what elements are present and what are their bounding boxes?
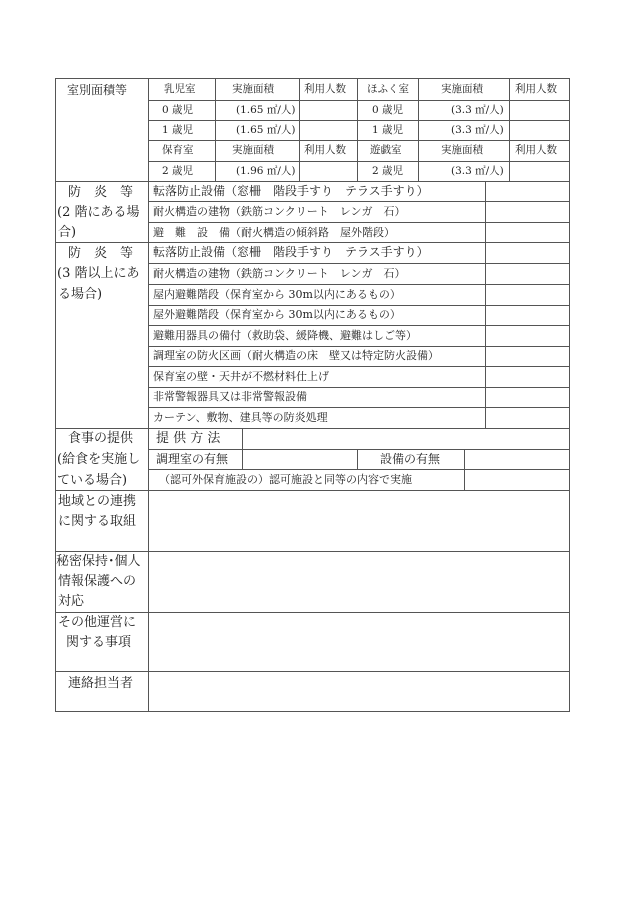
crawling-room: ほふく室 xyxy=(367,83,409,95)
meal-label: ている場合) xyxy=(57,473,128,488)
area-rule xyxy=(148,120,569,121)
age-label: 1 歳児 xyxy=(372,124,404,136)
fire3-rule xyxy=(148,387,569,388)
area-standard: (1.65 ㎡/人) xyxy=(236,124,296,136)
section-rule xyxy=(55,428,570,429)
meal-rule xyxy=(148,449,569,450)
frame-left xyxy=(55,78,56,711)
fire3-rule xyxy=(148,346,569,347)
area-standard: (3.3 ㎡/人) xyxy=(451,165,504,177)
community-label: 地域との連携 xyxy=(58,494,137,509)
area-col xyxy=(215,78,216,181)
fire3-rule xyxy=(148,284,569,285)
area-standard: (1.65 ㎡/人) xyxy=(236,104,296,116)
section-rule xyxy=(55,551,570,552)
fire3-item: 耐火構造の建物（鉄筋コンクリート レンガ 石） xyxy=(153,267,406,280)
fire2-label: 合) xyxy=(58,225,77,240)
meal-col xyxy=(357,449,358,469)
fire2-rule xyxy=(148,222,569,223)
fire3-item: 非常警報器具又は非常警報設備 xyxy=(153,390,307,403)
fire3-item: 屋内避難階段（保育室から 30m以内にあるもの） xyxy=(153,288,401,301)
fire3-rule xyxy=(148,366,569,367)
age-label: 0 歳児 xyxy=(372,104,404,116)
users-header: 利用人数 xyxy=(515,144,557,156)
frame-bottom xyxy=(55,711,570,712)
section-rule xyxy=(55,612,570,613)
age-label: 0 歳児 xyxy=(162,104,194,116)
section-rule xyxy=(55,490,570,491)
equipment-label: 設備の有無 xyxy=(380,452,441,466)
area-col xyxy=(299,78,300,181)
users-header: 利用人数 xyxy=(515,83,557,95)
age-label: 2 歳児 xyxy=(162,165,194,177)
fire3-label: る場合) xyxy=(58,287,103,302)
fire3-rule xyxy=(148,263,569,264)
fire2-label: 防 炎 等 xyxy=(68,185,134,200)
infant-room: 乳児室 xyxy=(164,83,196,95)
area-header: 実施面積 xyxy=(232,83,274,95)
area-rule xyxy=(148,161,569,162)
kitchen-label: 調理室の有無 xyxy=(156,452,229,466)
fire2-item: 耐火構造の建物（鉄筋コンクリート レンガ 石） xyxy=(153,205,406,218)
fire3-item: 保育室の壁・天井が不燃材料仕上げ xyxy=(153,370,329,383)
meal-method: 提 供 方 法 xyxy=(156,431,221,446)
fire3-rule xyxy=(148,325,569,326)
area-rule xyxy=(148,140,569,141)
area-standard: (1.96 ㎡/人) xyxy=(236,165,296,177)
contact-label: 連絡担当者 xyxy=(68,676,134,691)
fire3-item: 転落防止設備（窓柵 階段手すり テラス手すり） xyxy=(153,245,429,259)
community-label: に関する取組 xyxy=(58,514,137,529)
fire3-label: 防 炎 等 xyxy=(68,246,134,261)
area-standard: (3.3 ㎡/人) xyxy=(451,124,504,136)
users-header: 利用人数 xyxy=(304,144,346,156)
privacy-label: 情報保護への xyxy=(58,574,137,589)
fire3-rule xyxy=(148,305,569,306)
privacy-label: 秘密保持･個人 xyxy=(56,554,141,569)
meal-col xyxy=(464,449,465,490)
section-rule xyxy=(55,181,570,182)
other-label: その他運営に xyxy=(58,615,137,630)
area-header: 実施面積 xyxy=(232,144,274,156)
meal-note: （認可外保育施設の）認可施設と同等の内容で実施 xyxy=(159,473,412,486)
area-standard: (3.3 ㎡/人) xyxy=(451,104,504,116)
area-col xyxy=(509,78,510,181)
area-col xyxy=(357,78,358,181)
meal-col xyxy=(242,428,243,469)
users-header: 利用人数 xyxy=(304,83,346,95)
fire3-rule xyxy=(148,407,569,408)
age-label: 1 歳児 xyxy=(162,124,194,136)
privacy-label: 対応 xyxy=(58,594,85,609)
other-label: 関する事項 xyxy=(66,635,132,650)
label-divider xyxy=(148,78,149,711)
frame-top xyxy=(55,78,570,79)
section-rule xyxy=(55,242,570,243)
section-rule xyxy=(55,671,570,672)
fire3-item: カーテン、敷物、建具等の防炎処理 xyxy=(153,411,328,424)
nursery-room: 保育室 xyxy=(162,144,194,156)
meal-label: 食事の提供 xyxy=(68,431,134,446)
frame-right xyxy=(569,78,570,711)
area-col xyxy=(418,78,419,181)
area-rule xyxy=(148,100,569,101)
fire2-item: 転落防止設備（窓柵 階段手すり テラス手すり） xyxy=(153,184,429,198)
age-label: 2 歳児 xyxy=(372,165,404,177)
fire3-label: (3 階以上にあ xyxy=(57,266,140,281)
check-col xyxy=(485,181,486,428)
area-label: 室別面積等 xyxy=(67,83,128,97)
meal-rule xyxy=(148,469,569,470)
fire2-rule xyxy=(148,201,569,202)
fire3-item: 調理室の防火区画（耐火構造の床 壁又は特定防火設備） xyxy=(153,349,439,362)
fire3-item: 避難用器具の備付（救助袋、緩降機、避難はしご等） xyxy=(153,329,417,342)
fire2-label: (2 階にある場 xyxy=(57,205,140,220)
meal-label: (給食を実施し xyxy=(57,452,141,467)
area-header: 実施面積 xyxy=(441,83,483,95)
fire2-item: 避 難 設 備（耐火構造の傾斜路 屋外階段） xyxy=(153,226,395,239)
fire3-item: 屋外避難階段（保育室から 30m以内にあるもの） xyxy=(153,308,401,321)
area-header: 実施面積 xyxy=(441,144,483,156)
play-room: 遊戯室 xyxy=(370,144,402,156)
